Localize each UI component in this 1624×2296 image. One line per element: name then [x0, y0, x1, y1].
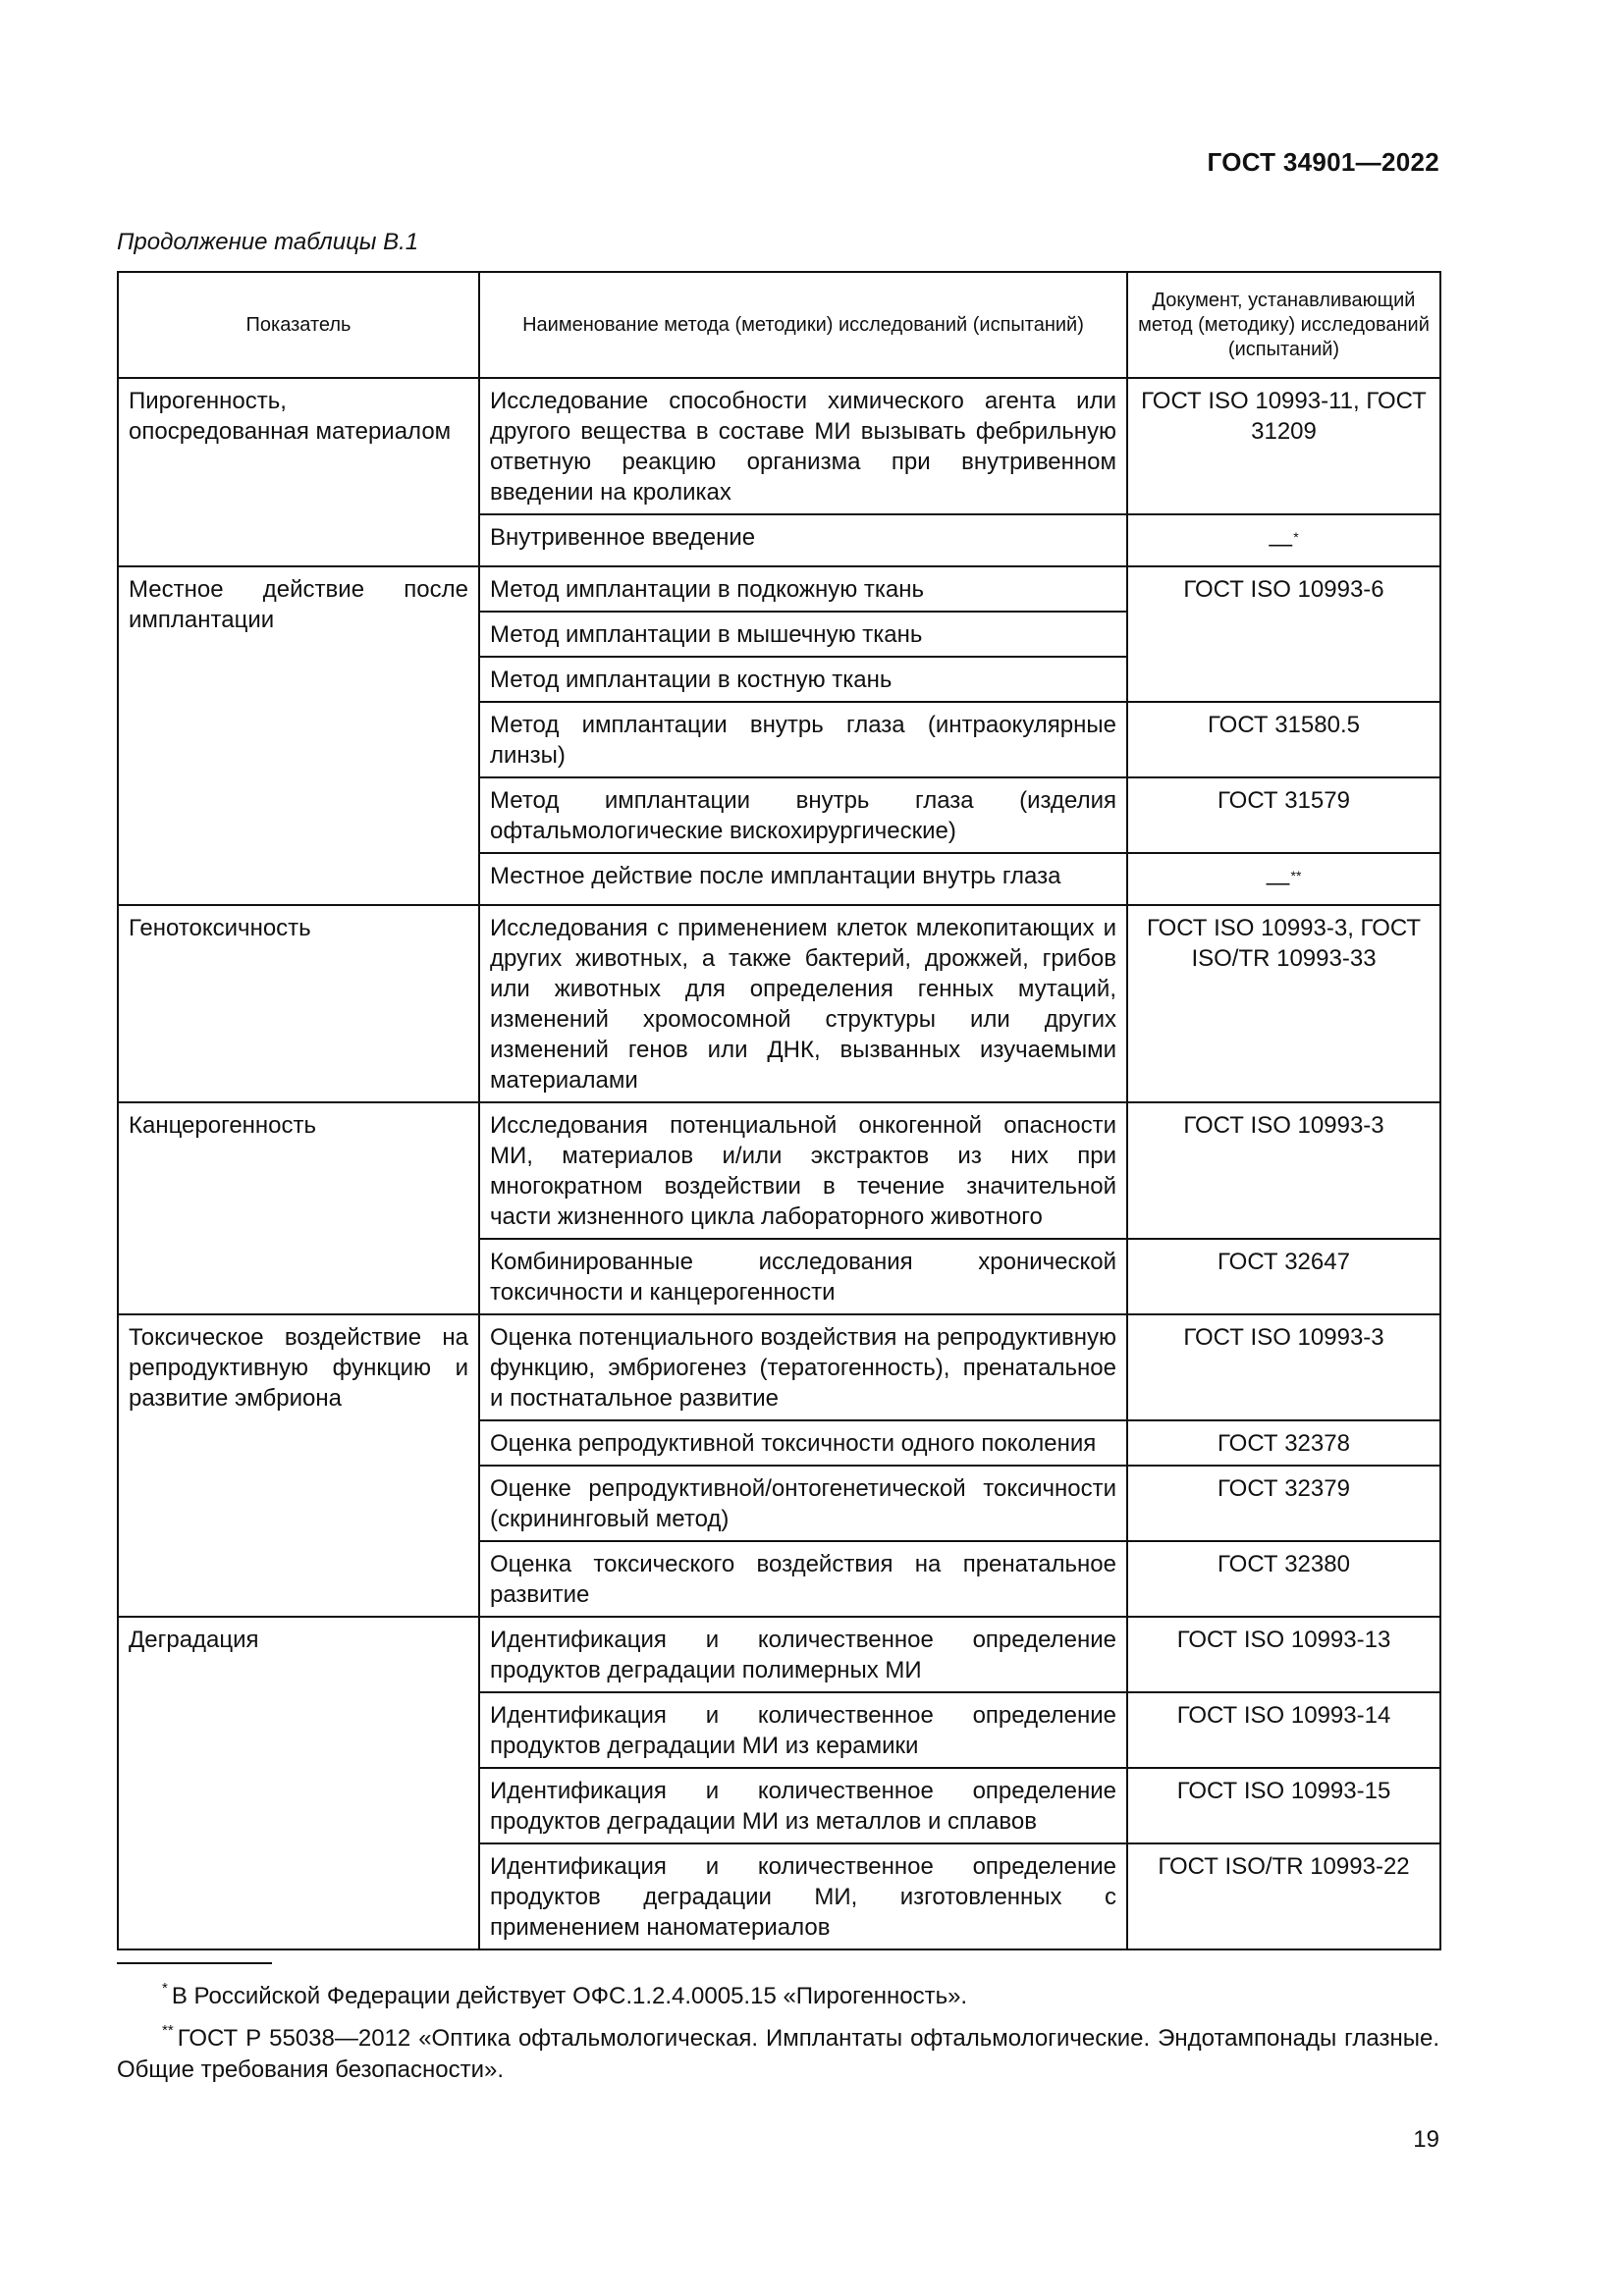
footnote-text: В Российской Федерации действует ОФС.1.2.4.0005.15 «Пирогенность». [171, 1983, 968, 2009]
methods-table [117, 271, 1441, 1950]
method-cell: Метод имплантации в мышечную ткань [479, 612, 1127, 657]
method-cell: Идентификация и количественное определение продуктов деградации МИ, изготовленных с применением наноматериалов [479, 1843, 1127, 1949]
footnote-ref: ** [1290, 868, 1302, 883]
method-cell: Идентификация и количественное определение продуктов деградации МИ из металлов и сплавов [479, 1768, 1127, 1843]
indicator-cell: Канцерогенность [118, 1102, 479, 1314]
method-cell: Исследования потенциальной онкогенной опасности МИ, материалов и/или экстрактов из них при многократном воздействии в течение значительной части жизненного цикла лабораторного животного [479, 1102, 1127, 1239]
method-cell: Комбинированные исследования хронической токсичности и канцерогенности [479, 1239, 1127, 1314]
method-cell: Исследование способности химического агента или другого вещества в составе МИ вызывать фебрильную ответную реакцию организма при внутривенном введении на кроликах [479, 378, 1127, 514]
document-cell [1127, 853, 1440, 905]
column-header-indicator: Показатель [118, 272, 479, 378]
document-cell: ГОСТ 32380 [1127, 1541, 1440, 1617]
document-cell: ГОСТ 32379 [1127, 1466, 1440, 1541]
method-cell: Внутривенное введение [479, 514, 1127, 566]
page-number: 19 [1413, 2126, 1439, 2153]
table-row [118, 566, 1440, 612]
document-cell: ГОСТ 31579 [1127, 777, 1440, 853]
footnote-mark: ** [162, 2022, 174, 2039]
document-cell: ГОСТ ISO 10993-11, ГОСТ 31209 [1127, 378, 1440, 514]
dash-mark [1269, 522, 1298, 560]
document-cell: ГОСТ ISO 10993-3, ГОСТ ISO/TR 10993-33 [1127, 905, 1440, 1102]
footnote [117, 1973, 967, 2012]
method-cell: Идентификация и количественное определение продуктов деградации полимерных МИ [479, 1617, 1127, 1692]
column-header-method: Наименование метода (методики) исследований (испытаний) [479, 272, 1127, 378]
table-row [118, 378, 1440, 514]
footnote-ref: * [1293, 529, 1299, 545]
indicator-cell: Местное действие после имплантации [118, 566, 479, 905]
method-cell: Оценка токсического воздействия на пренатальное развитие [479, 1541, 1127, 1617]
method-cell: Идентификация и количественное определение продуктов деградации МИ из керамики [479, 1692, 1127, 1768]
method-cell: Местное действие после имплантации внутрь глаза [479, 853, 1127, 905]
method-cell: Метод имплантации внутрь глаза (изделия офтальмологические вискохирургические) [479, 777, 1127, 853]
document-cell: ГОСТ ISO 10993-3 [1127, 1314, 1440, 1420]
method-cell: Исследования с применением клеток млекопитающих и других животных, а также бактерий, дрожжей, грибов или животных для определения генных мутаций, изменений хромосомной структуры или других изменений генов или ДНК, вызванных изучаемыми материалами [479, 905, 1127, 1102]
footnote-text: ГОСТ Р 55038—2012 «Оптика офтальмологическая. Имплантаты офтальмологические. Эндотампонады глазные. Общие требования безопасности». [117, 2025, 1439, 2083]
indicator-cell: Генотоксичность [118, 905, 479, 1102]
document-cell: ГОСТ ISO/TR 10993-22 [1127, 1843, 1440, 1949]
document-cell: ГОСТ ISO 10993-6 [1127, 566, 1440, 702]
document-cell: ГОСТ 32647 [1127, 1239, 1440, 1314]
indicator-cell: Деградация [118, 1617, 479, 1949]
document-dash: — [1266, 870, 1290, 896]
footnote-separator [117, 1962, 272, 1964]
method-cell: Метод имплантации в подкожную ткань [479, 566, 1127, 612]
document-cell: ГОСТ ISO 10993-13 [1127, 1617, 1440, 1692]
method-cell: Оценка репродуктивной токсичности одного поколения [479, 1420, 1127, 1466]
footnote [117, 2015, 1439, 2086]
document-cell: ГОСТ 32378 [1127, 1420, 1440, 1466]
document-cell: ГОСТ ISO 10993-14 [1127, 1692, 1440, 1768]
indicator-cell: Пирогенность, опосредованная материалом [118, 378, 479, 566]
document-dash: — [1269, 531, 1293, 558]
table-row [118, 1102, 1440, 1239]
dash-mark [1267, 861, 1302, 898]
column-header-document: Документ, устанавливающий метод (методику) исследований (испытаний) [1127, 272, 1440, 378]
method-cell: Оценке репродуктивной/онтогенетической токсичности (скрининговый метод) [479, 1466, 1127, 1541]
document-cell: ГОСТ 31580.5 [1127, 702, 1440, 777]
table-header-row [118, 272, 1440, 378]
document-cell: ГОСТ ISO 10993-15 [1127, 1768, 1440, 1843]
table-row [118, 1314, 1440, 1420]
table-caption: Продолжение таблицы В.1 [117, 229, 419, 255]
document-cell [1127, 514, 1440, 566]
table-row [118, 905, 1440, 1102]
table-row [118, 1617, 1440, 1692]
method-cell: Оценка потенциального воздействия на репродуктивную функцию, эмбриогенез (тератогенность), пренатальное и постнатальное развитие [479, 1314, 1127, 1420]
document-standard-header: ГОСТ 34901—2022 [1207, 147, 1439, 177]
method-cell: Метод имплантации в костную ткань [479, 657, 1127, 702]
footnote-mark: * [162, 1980, 168, 1997]
document-cell: ГОСТ ISO 10993-3 [1127, 1102, 1440, 1239]
method-cell: Метод имплантации внутрь глаза (интраокулярные линзы) [479, 702, 1127, 777]
indicator-cell: Токсическое воздействие на репродуктивную функцию и развитие эмбриона [118, 1314, 479, 1617]
